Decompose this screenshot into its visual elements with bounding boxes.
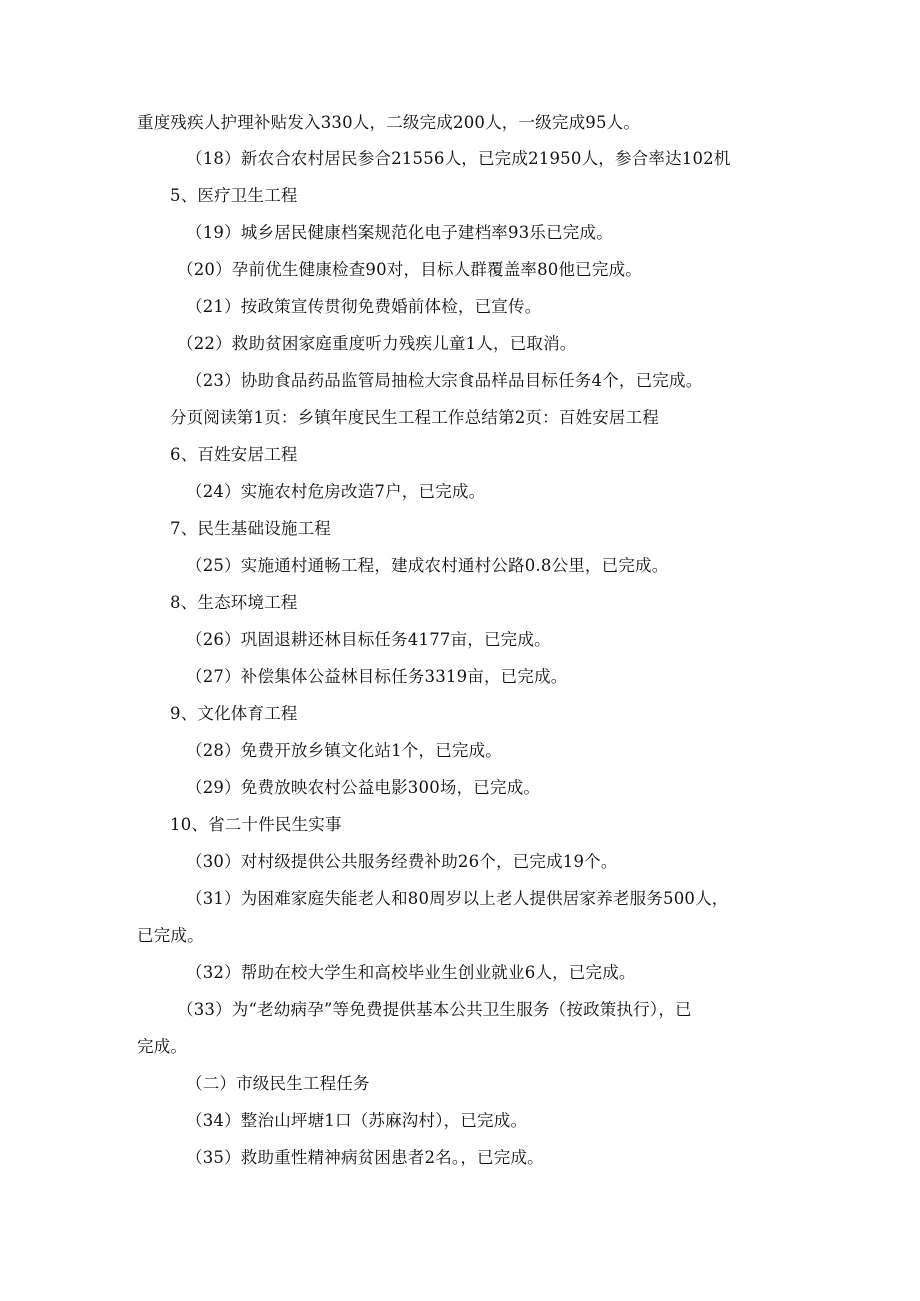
section-heading-infrastructure: 7、民生基础设施工程	[170, 519, 331, 538]
section-heading-culture: 9、文化体育工程	[170, 704, 298, 723]
text-line-29: （35）救助重性精神病贫困患者2名。，已完成。	[186, 1148, 544, 1167]
section-heading-housing: 6、百姓安居工程	[170, 445, 298, 464]
text-line-26: 完成。	[137, 1037, 188, 1056]
text-line-02: （18）新农合农村居民参合21556人，已完成21950人，参合率达102机	[186, 149, 731, 168]
text-line-25: （33）为“老幼病孕”等免费提供基本公共卫生服务（按政策执行），已	[177, 1000, 692, 1019]
text-line-07: （22）救助贫困家庭重度听力残疾儿童1人，已取消。	[177, 334, 577, 353]
pagination-text: 分页阅读第1页：乡镇年度民生工程工作总结第2页：百姓安居工程	[170, 408, 659, 427]
text-line-11: （24）实施农村危房改造7户，已完成。	[186, 482, 486, 501]
text-line-08: （23）协助食品药品监管局抽检大宗食品样品目标任务4个，已完成。	[186, 371, 703, 390]
text-line-16: （27）补偿集体公益林目标任务3319亩，已完成。	[186, 667, 568, 686]
text-line-06: （21）按政策宣传贯彻免费婚前体检，已宣传。	[186, 297, 542, 316]
text-line-23: 已完成。	[137, 926, 204, 945]
section-heading-municipal: （二）市级民生工程任务	[186, 1074, 370, 1093]
text-line-04: （19）城乡居民健康档案规范化电子建档率93乐已完成。	[186, 223, 613, 242]
text-line-19: （29）免费放映农村公益电影300场，已完成。	[186, 778, 541, 797]
text-line-01: 重度残疾人护理补贴发入330人，二级完成200人，一级完成95人。	[137, 113, 641, 132]
text-line-05: （20）孕前优生健康检查90对，目标人群覆盖率80他已完成。	[177, 260, 642, 279]
text-line-28: （34）整治山坪塘1口（苏麻沟村），已完成。	[186, 1111, 528, 1130]
section-heading-medical: 5、医疗卫生工程	[170, 186, 298, 205]
text-line-24: （32）帮助在校大学生和高校毕业生创业就业6人，已完成。	[186, 963, 636, 982]
text-line-13: （25）实施通村通畅工程，建成农村通村公路0.8公里，已完成。	[186, 556, 669, 575]
text-line-15: （26）巩固退耕还林目标任务4177亩，已完成。	[186, 630, 551, 649]
text-line-21: （30）对村级提供公共服务经费补助26个，已完成19个。	[186, 852, 618, 871]
section-heading-provincial: 10、省二十件民生实事	[170, 815, 342, 834]
text-line-22: （31）为困难家庭失能老人和80周岁以上老人提供居家养老服务500人，	[186, 889, 729, 908]
section-heading-ecology: 8、生态环境工程	[170, 593, 298, 612]
text-line-18: （28）免费开放乡镇文化站1个，已完成。	[186, 741, 502, 760]
